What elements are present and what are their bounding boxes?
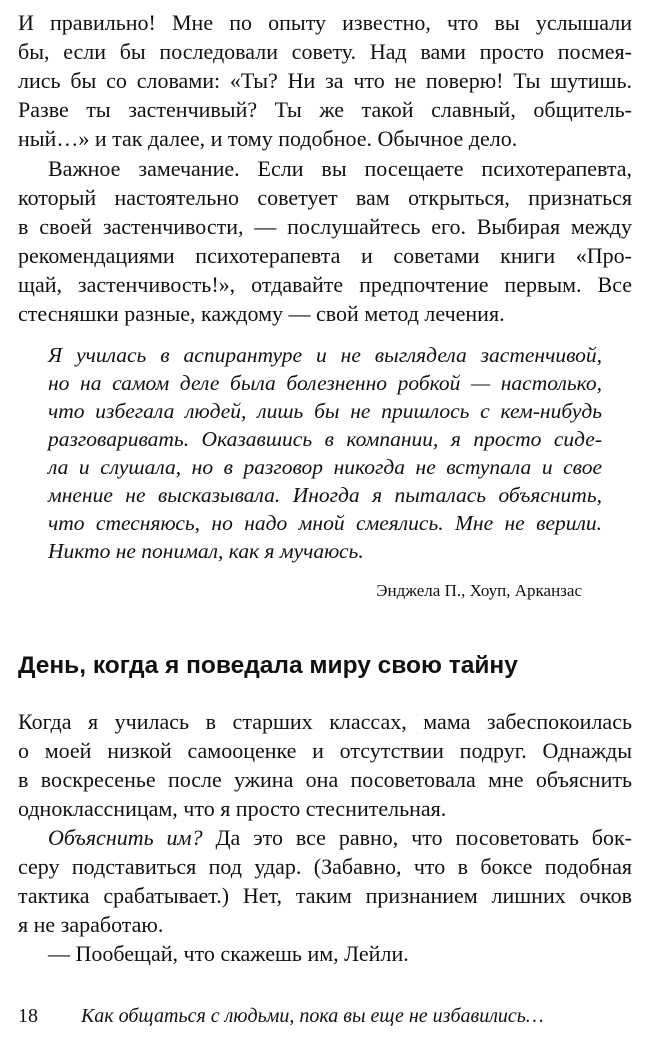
quote-line: Никто не понимал, как я мучаюсь.	[48, 539, 364, 563]
quote-line: что избегала людей, лишь бы не пришлось с кем-нибудь	[48, 399, 602, 423]
text-line: Важное замечание. Если вы посещаете психотерапевта,	[48, 156, 632, 181]
quote-line: мнение не высказывала. Иногда я пыталась объяснить,	[48, 483, 602, 507]
text-line: Разве ты застенчивый? Ты же такой славный, общитель-	[18, 97, 632, 122]
text-line: И правильно! Мне по опыту известно, что вы услышали	[18, 10, 632, 35]
text-line: тактика срабатывает.) Нет, таким признанием лишних очков	[18, 883, 632, 908]
text-line: о моей низкой самооценке и отсутствии подруг. Однажды	[18, 738, 632, 763]
text-line: одноклассницам, что я просто стеснительная.	[18, 796, 447, 821]
page-number: 18	[18, 1005, 38, 1027]
emphasis-text: Объяснить им?	[48, 825, 203, 850]
text-line: серу подставиться под удар. (Забавно, что в боксе подобная	[18, 854, 632, 879]
text-line: щай, застенчивость!», отдавайте предпочтение первым. Все	[18, 272, 632, 297]
text-line: я не заработаю.	[18, 912, 164, 937]
quote-line: ла и слушала, но в разговор никогда не вступала и свое	[48, 455, 602, 479]
dialogue-line: — Пообещай, что скажешь им, Лейли.	[48, 941, 409, 966]
text-line: стесняшки разные, каждому — свой метод лечения.	[18, 301, 505, 326]
text-line: ный…» и так далее, и тому подобное. Обычное дело.	[18, 126, 518, 151]
text-line	[48, 823, 632, 852]
quote-line: разговаривать. Оказавшись в компании, я просто сиде-	[48, 427, 602, 451]
text-line: в воскресенье после ужина она посоветовала мне объяснить	[18, 767, 632, 792]
text-run: Да это все равно, что посоветовать бок-	[202, 825, 632, 850]
text-line: Когда я училась в старших классах, мама забеспокоилась	[18, 709, 632, 734]
text-line: в своей застенчивости, — послушайтесь его. Выбирая между	[18, 214, 632, 239]
quote-attribution: Энджела П., Хоуп, Арканзас	[376, 581, 582, 600]
quote-line: что стесняюсь, но надо мной смеялись. Мне не верили.	[48, 511, 602, 535]
running-title: Как общаться с людьми, пока вы еще не избавились…	[81, 1005, 544, 1027]
text-line: рекомендациями психотерапевта и советами книги «Про-	[18, 243, 632, 268]
text-line: который настоятельно советует вам открыться, признаться	[18, 185, 632, 210]
section-heading: День, когда я поведала миру свою тайну	[18, 652, 518, 679]
text-line: лись бы со словами: «Ты? Ни за что не поверю! Ты шутишь.	[18, 68, 632, 93]
quote-line: Я училась в аспирантуре и не выглядела застенчивой,	[48, 343, 602, 367]
text-line: бы, если бы последовали совету. Над вами просто посмея-	[18, 39, 632, 64]
quote-line: но на самом деле была болезненно робкой — настолько,	[48, 371, 602, 395]
